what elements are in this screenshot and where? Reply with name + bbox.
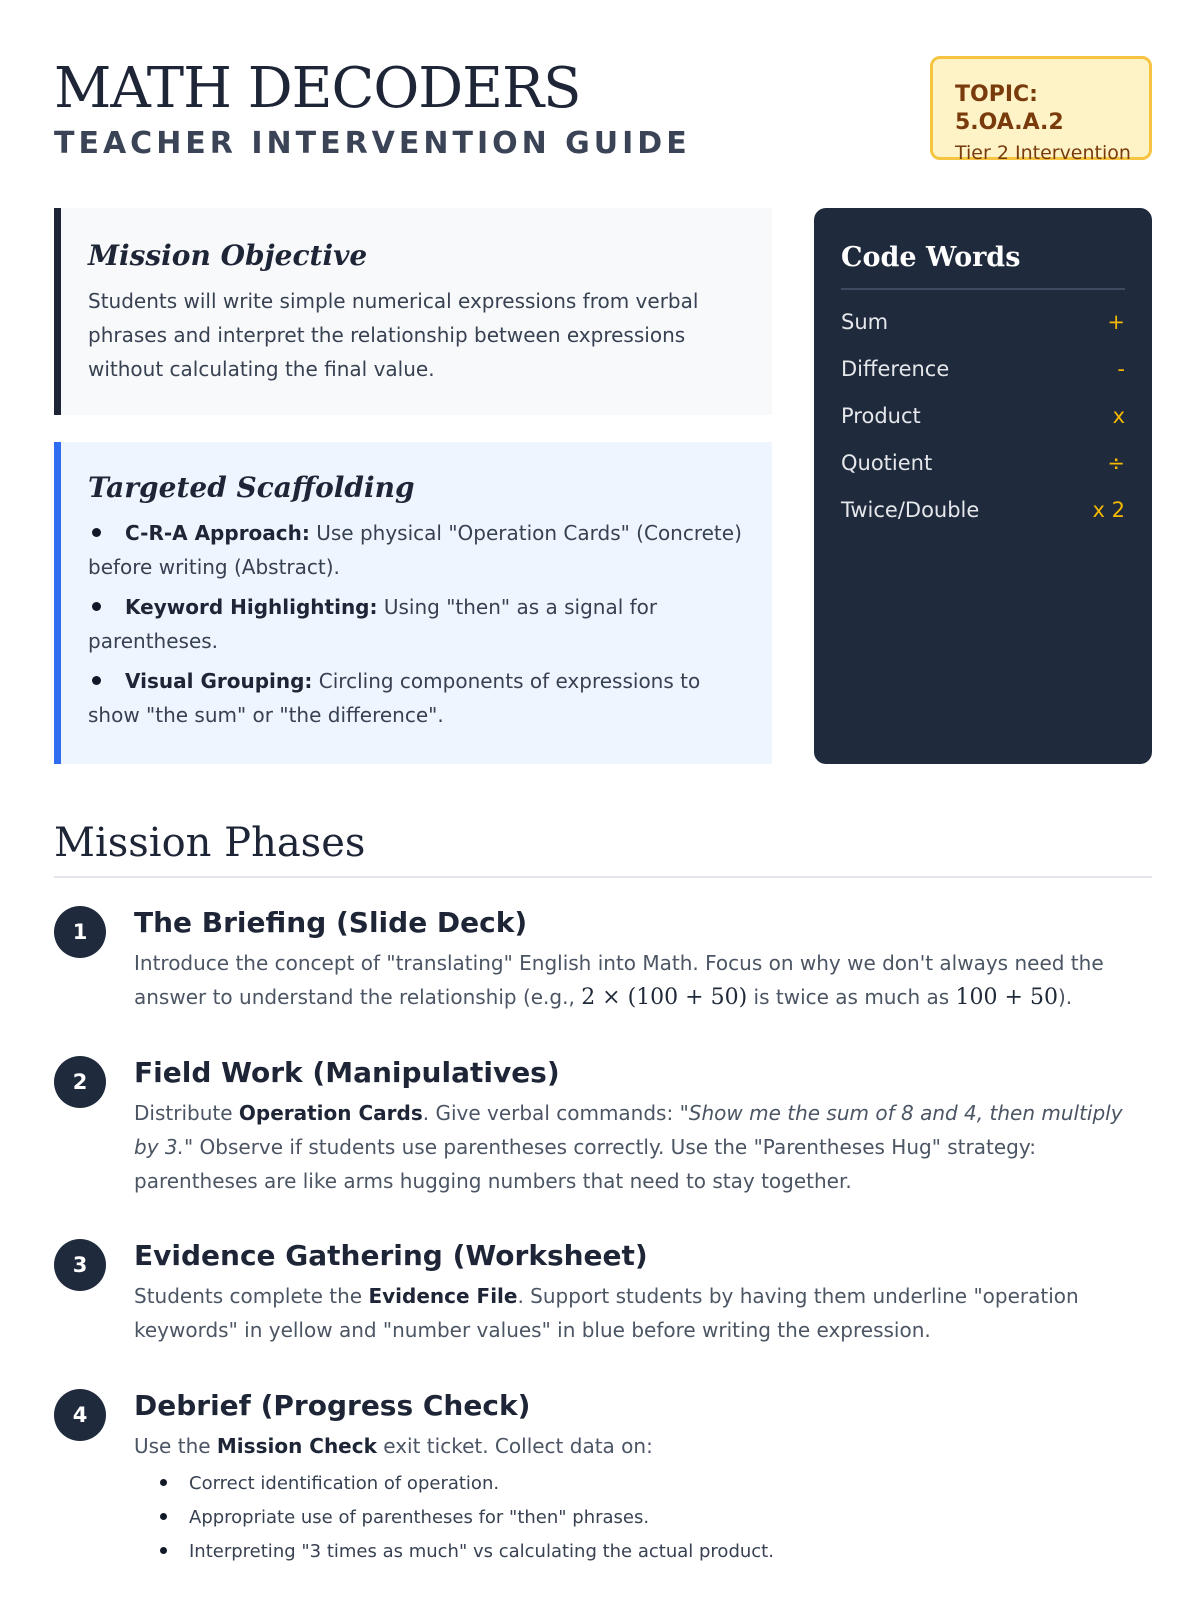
phase-number-badge: 1 — [54, 906, 106, 958]
phase-text-bold: Mission Check — [216, 1434, 377, 1458]
code-words-panel — [814, 208, 1152, 764]
bullet-icon — [92, 676, 101, 685]
header — [54, 56, 1152, 166]
bullet-icon — [160, 1479, 167, 1486]
math-expression: 100 + 50 — [955, 985, 1058, 1010]
list-item — [160, 1535, 1152, 1569]
list-item-text: Appropriate use of parentheses for "then" phrases. — [189, 1507, 650, 1528]
list-item — [160, 1501, 1152, 1535]
phase-text-part: . Support students by having them underline "operation keywords" in yellow and "number values" in blue before writing the expression. — [134, 1284, 1079, 1342]
targeted-scaffolding-heading: Targeted Scaffolding — [88, 471, 415, 504]
code-word: Twice/Double — [841, 497, 980, 522]
phase-text-part: ). — [1057, 985, 1073, 1009]
phase-text-part: is twice as much as — [747, 985, 956, 1009]
scaffolding-list — [88, 516, 742, 732]
scaffolding-item-text: Using "then" as a signal for parentheses. — [88, 595, 658, 653]
phase-text-part: Introduce the concept of "translating" English into Math. Focus on why we don't always need the answer to understand the relationship (e.g., — [134, 951, 1104, 1009]
progress-check-list — [134, 1467, 1152, 1569]
scaffolding-item — [88, 664, 742, 732]
phase-text — [134, 1429, 1152, 1463]
scaffolding-item-text: Circling components of expressions to show "the sum" or "the difference". — [88, 669, 701, 727]
code-word-row — [841, 298, 1125, 345]
code-word: Difference — [841, 356, 950, 381]
code-word-row — [841, 345, 1125, 392]
phase-title: Debrief (Progress Check) — [134, 1389, 531, 1422]
phase-text-part: Students complete the — [134, 1284, 369, 1308]
bullet-icon — [92, 602, 101, 611]
page-subtitle: TEACHER INTERVENTION GUIDE — [54, 126, 691, 161]
phase-text-part: exit ticket. Collect data on: — [376, 1434, 653, 1458]
code-symbol: x 2 — [1092, 497, 1125, 522]
code-symbol: + — [1107, 309, 1125, 334]
targeted-scaffolding-card — [54, 442, 772, 764]
phase-title: Evidence Gathering (Worksheet) — [134, 1239, 648, 1272]
page-title: MATH DECODERS — [54, 56, 581, 121]
code-symbol: ÷ — [1107, 450, 1125, 475]
phase-text — [134, 1279, 1152, 1347]
phase-text-part: . Give verbal commands: — [422, 1101, 680, 1125]
code-word-row — [841, 439, 1125, 486]
math-expression: 2 × (100 + 50) — [581, 985, 748, 1010]
mission-objective-card — [54, 208, 772, 415]
bullet-icon — [92, 528, 101, 537]
phase-number-badge: 3 — [54, 1239, 106, 1291]
code-word: Product — [841, 403, 921, 428]
phase-title: The Briefing (Slide Deck) — [134, 906, 528, 939]
code-word: Quotient — [841, 450, 933, 475]
code-word: Sum — [841, 309, 889, 334]
scaffolding-item — [88, 590, 742, 658]
list-item-text: Interpreting "3 times as much" vs calculating the actual product. — [189, 1541, 774, 1562]
phase-number-badge: 2 — [54, 1056, 106, 1108]
code-symbol: - — [1117, 356, 1125, 381]
topic-tier: Tier 2 Intervention — [955, 142, 1131, 164]
mission-objective-text: Students will write simple numerical expressions from verbal phrases and interpret the relationship between expressions without calculating the final value. — [88, 289, 699, 381]
phase-title: Field Work (Manipulatives) — [134, 1056, 560, 1089]
code-word-row — [841, 486, 1125, 533]
list-item-text: Correct identification of operation. — [189, 1473, 500, 1494]
phase-text — [134, 1096, 1152, 1198]
phase-body — [134, 1054, 1152, 1198]
phase-body — [134, 904, 1152, 1015]
scaffolding-item-label: Visual Grouping: — [125, 669, 313, 693]
scaffolding-item-label: C-R-A Approach: — [125, 521, 310, 545]
scaffolding-item — [88, 516, 742, 584]
divider — [54, 876, 1152, 878]
phase-text-bold: Operation Cards — [238, 1101, 423, 1125]
phase-text-part: Distribute — [134, 1101, 239, 1125]
topic-badge — [930, 56, 1152, 164]
scaffolding-item-label: Keyword Highlighting: — [125, 595, 378, 619]
topic-code: TOPIC: 5.OA.A.2 — [955, 82, 1064, 135]
scaffolding-item-text: Use physical "Operation Cards" (Concrete) before writing (Abstract). — [88, 521, 742, 579]
phase-body — [134, 1237, 1152, 1347]
list-item — [160, 1467, 1152, 1501]
bullet-icon — [160, 1547, 167, 1554]
code-symbol: x — [1112, 403, 1125, 428]
bullet-icon — [160, 1513, 167, 1520]
phase-body — [134, 1387, 1152, 1569]
code-word-row — [841, 392, 1125, 439]
phase-text-bold: Evidence File — [368, 1284, 518, 1308]
verbal-command-quote: "Show me the sum of 8 and 4, then multiply by 3." — [134, 1101, 1123, 1159]
phase-number-badge: 4 — [54, 1389, 106, 1441]
phase-text-part: Use the — [134, 1434, 217, 1458]
mission-objective-heading: Mission Objective — [88, 239, 368, 272]
phase-text-part: Observe if students use parentheses correctly. Use the "Parentheses Hug" strategy: parentheses are like arms hugging numbers that need to stay together. — [134, 1135, 1036, 1193]
phase-text — [134, 946, 1152, 1015]
mission-phases-heading: Mission Phases — [54, 820, 366, 866]
code-words-title: Code Words — [841, 240, 1125, 290]
